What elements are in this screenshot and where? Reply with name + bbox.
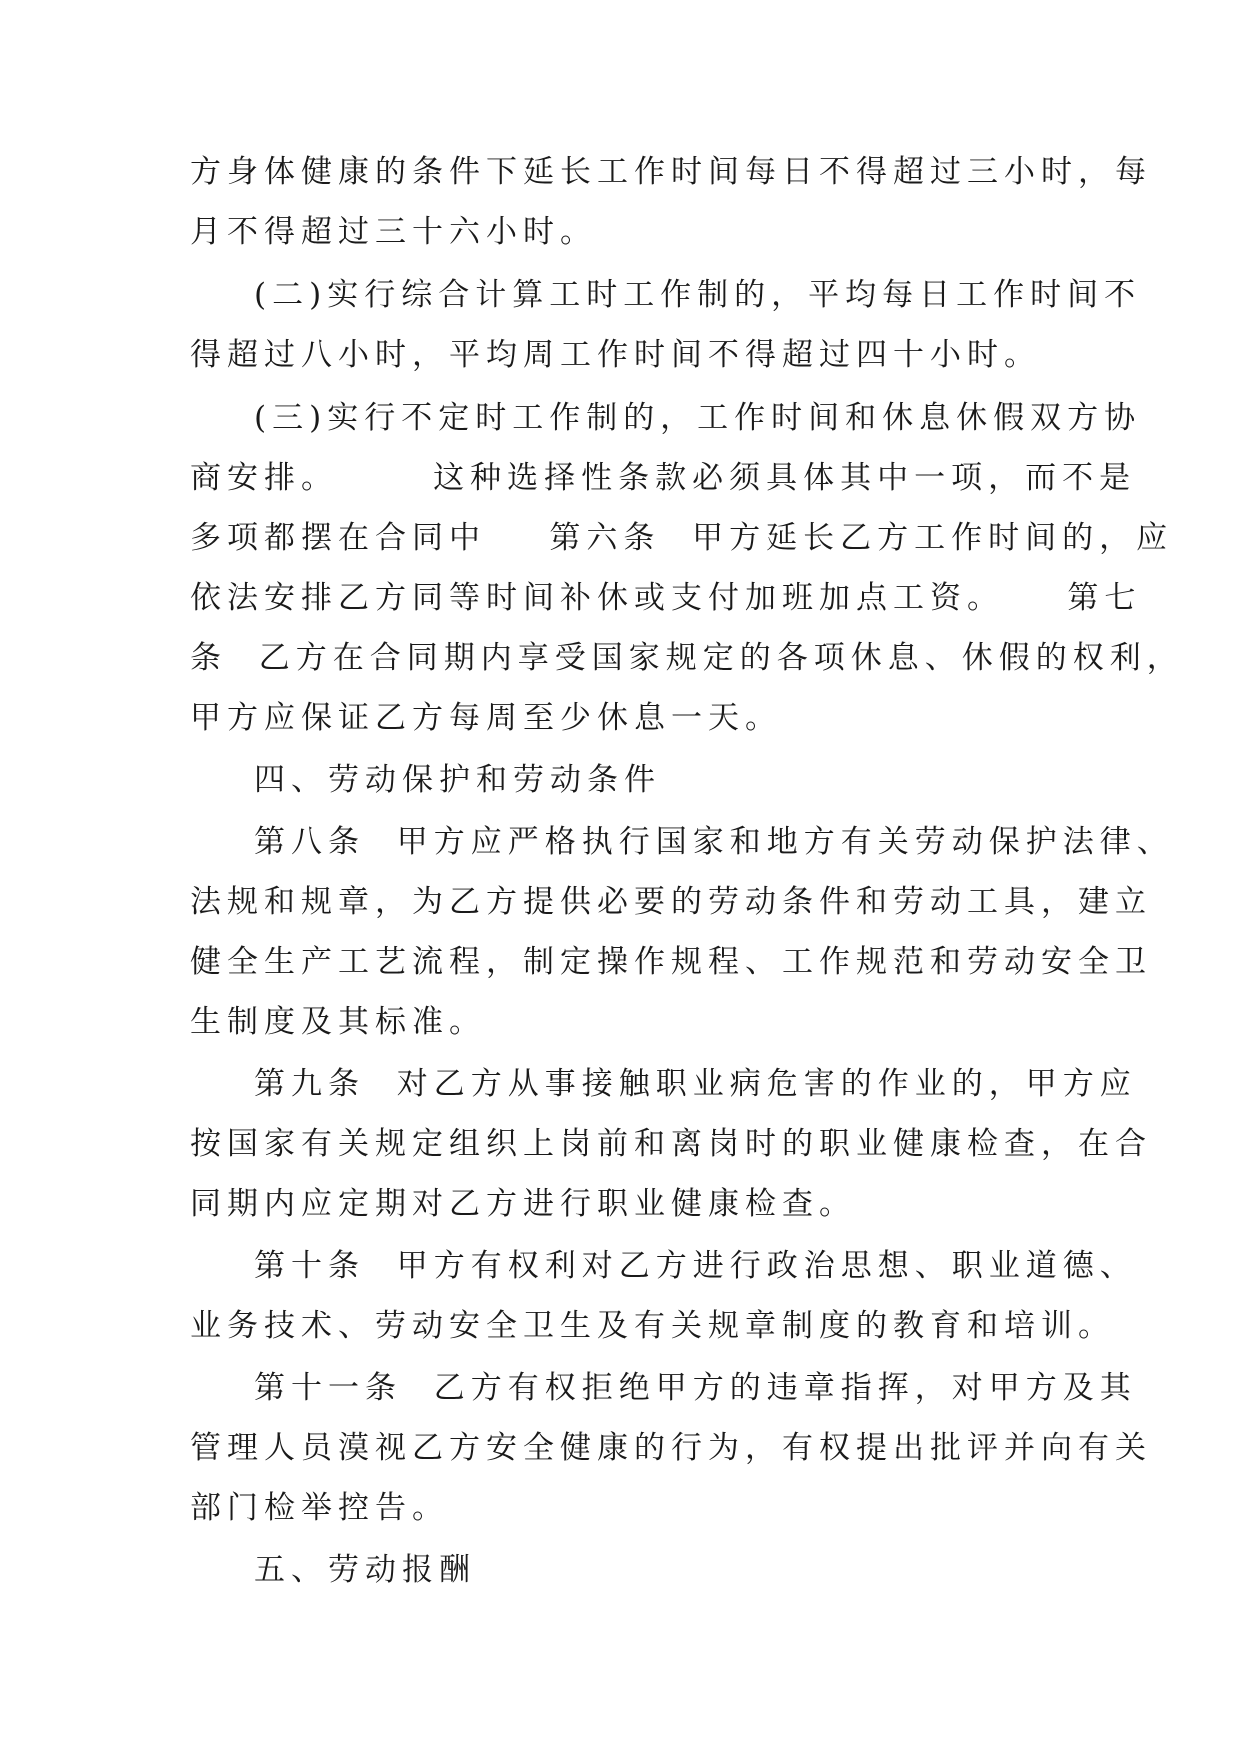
text-line: 条 乙方在合同期内享受国家规定的各项休息、休假的权利， <box>190 640 1184 676</box>
text-line: 健全生产工艺流程，制定操作规程、工作规范和劳动安全卫 <box>190 944 1152 980</box>
text-line: 按国家有关规定组织上岗前和离岗时的职业健康检查，在合 <box>190 1126 1152 1162</box>
text-line: 甲方应保证乙方每周至少休息一天。 <box>190 700 782 736</box>
paragraph-start-line: (三)实行不定时工作制的，工作时间和休息休假双方协 <box>254 400 1142 436</box>
text-line: 方身体健康的条件下延长工作时间每日不得超过三小时，每 <box>190 154 1152 190</box>
text-line: 依法安排乙方同等时间补休或支付加班加点工资。 第七 <box>190 580 1142 616</box>
text-line: 得超过八小时，平均周工作时间不得超过四十小时。 <box>190 337 1041 373</box>
paragraph-start-line: 第八条 甲方应严格执行国家和地方有关劳动保护法律、 <box>254 824 1174 860</box>
text-line: 月不得超过三十六小时。 <box>190 214 597 250</box>
paragraph-start-line: 第十条 甲方有权利对乙方进行政治思想、职业道德、 <box>254 1248 1137 1284</box>
text-line: 同期内应定期对乙方进行职业健康检查。 <box>190 1186 856 1222</box>
text-line: 法规和规章，为乙方提供必要的劳动条件和劳动工具，建立 <box>190 884 1152 920</box>
section-heading: 四、劳动保护和劳动条件 <box>254 762 661 798</box>
text-line: 多项都摆在合同中 第六条 甲方延长乙方工作时间的，应 <box>190 520 1174 556</box>
text-line: 业务技术、劳动安全卫生及有关规章制度的教育和培训。 <box>190 1308 1115 1344</box>
paragraph-start-line: 第九条 对乙方从事接触职业病危害的作业的，甲方应 <box>254 1066 1137 1102</box>
section-heading: 五、劳动报酬 <box>254 1552 476 1588</box>
text-line: 部门检举控告。 <box>190 1490 449 1526</box>
text-line: 生制度及其标准。 <box>190 1004 486 1040</box>
text-line: 管理人员漠视乙方安全健康的行为，有权提出批评并向有关 <box>190 1430 1152 1466</box>
text-line: 商安排。 这种选择性条款必须具体其中一项，而不是 <box>190 460 1137 496</box>
paragraph-start-line: 第十一条 乙方有权拒绝甲方的违章指挥，对甲方及其 <box>254 1370 1137 1406</box>
paragraph-start-line: (二)实行综合计算工时工作制的，平均每日工作时间不 <box>254 277 1142 313</box>
